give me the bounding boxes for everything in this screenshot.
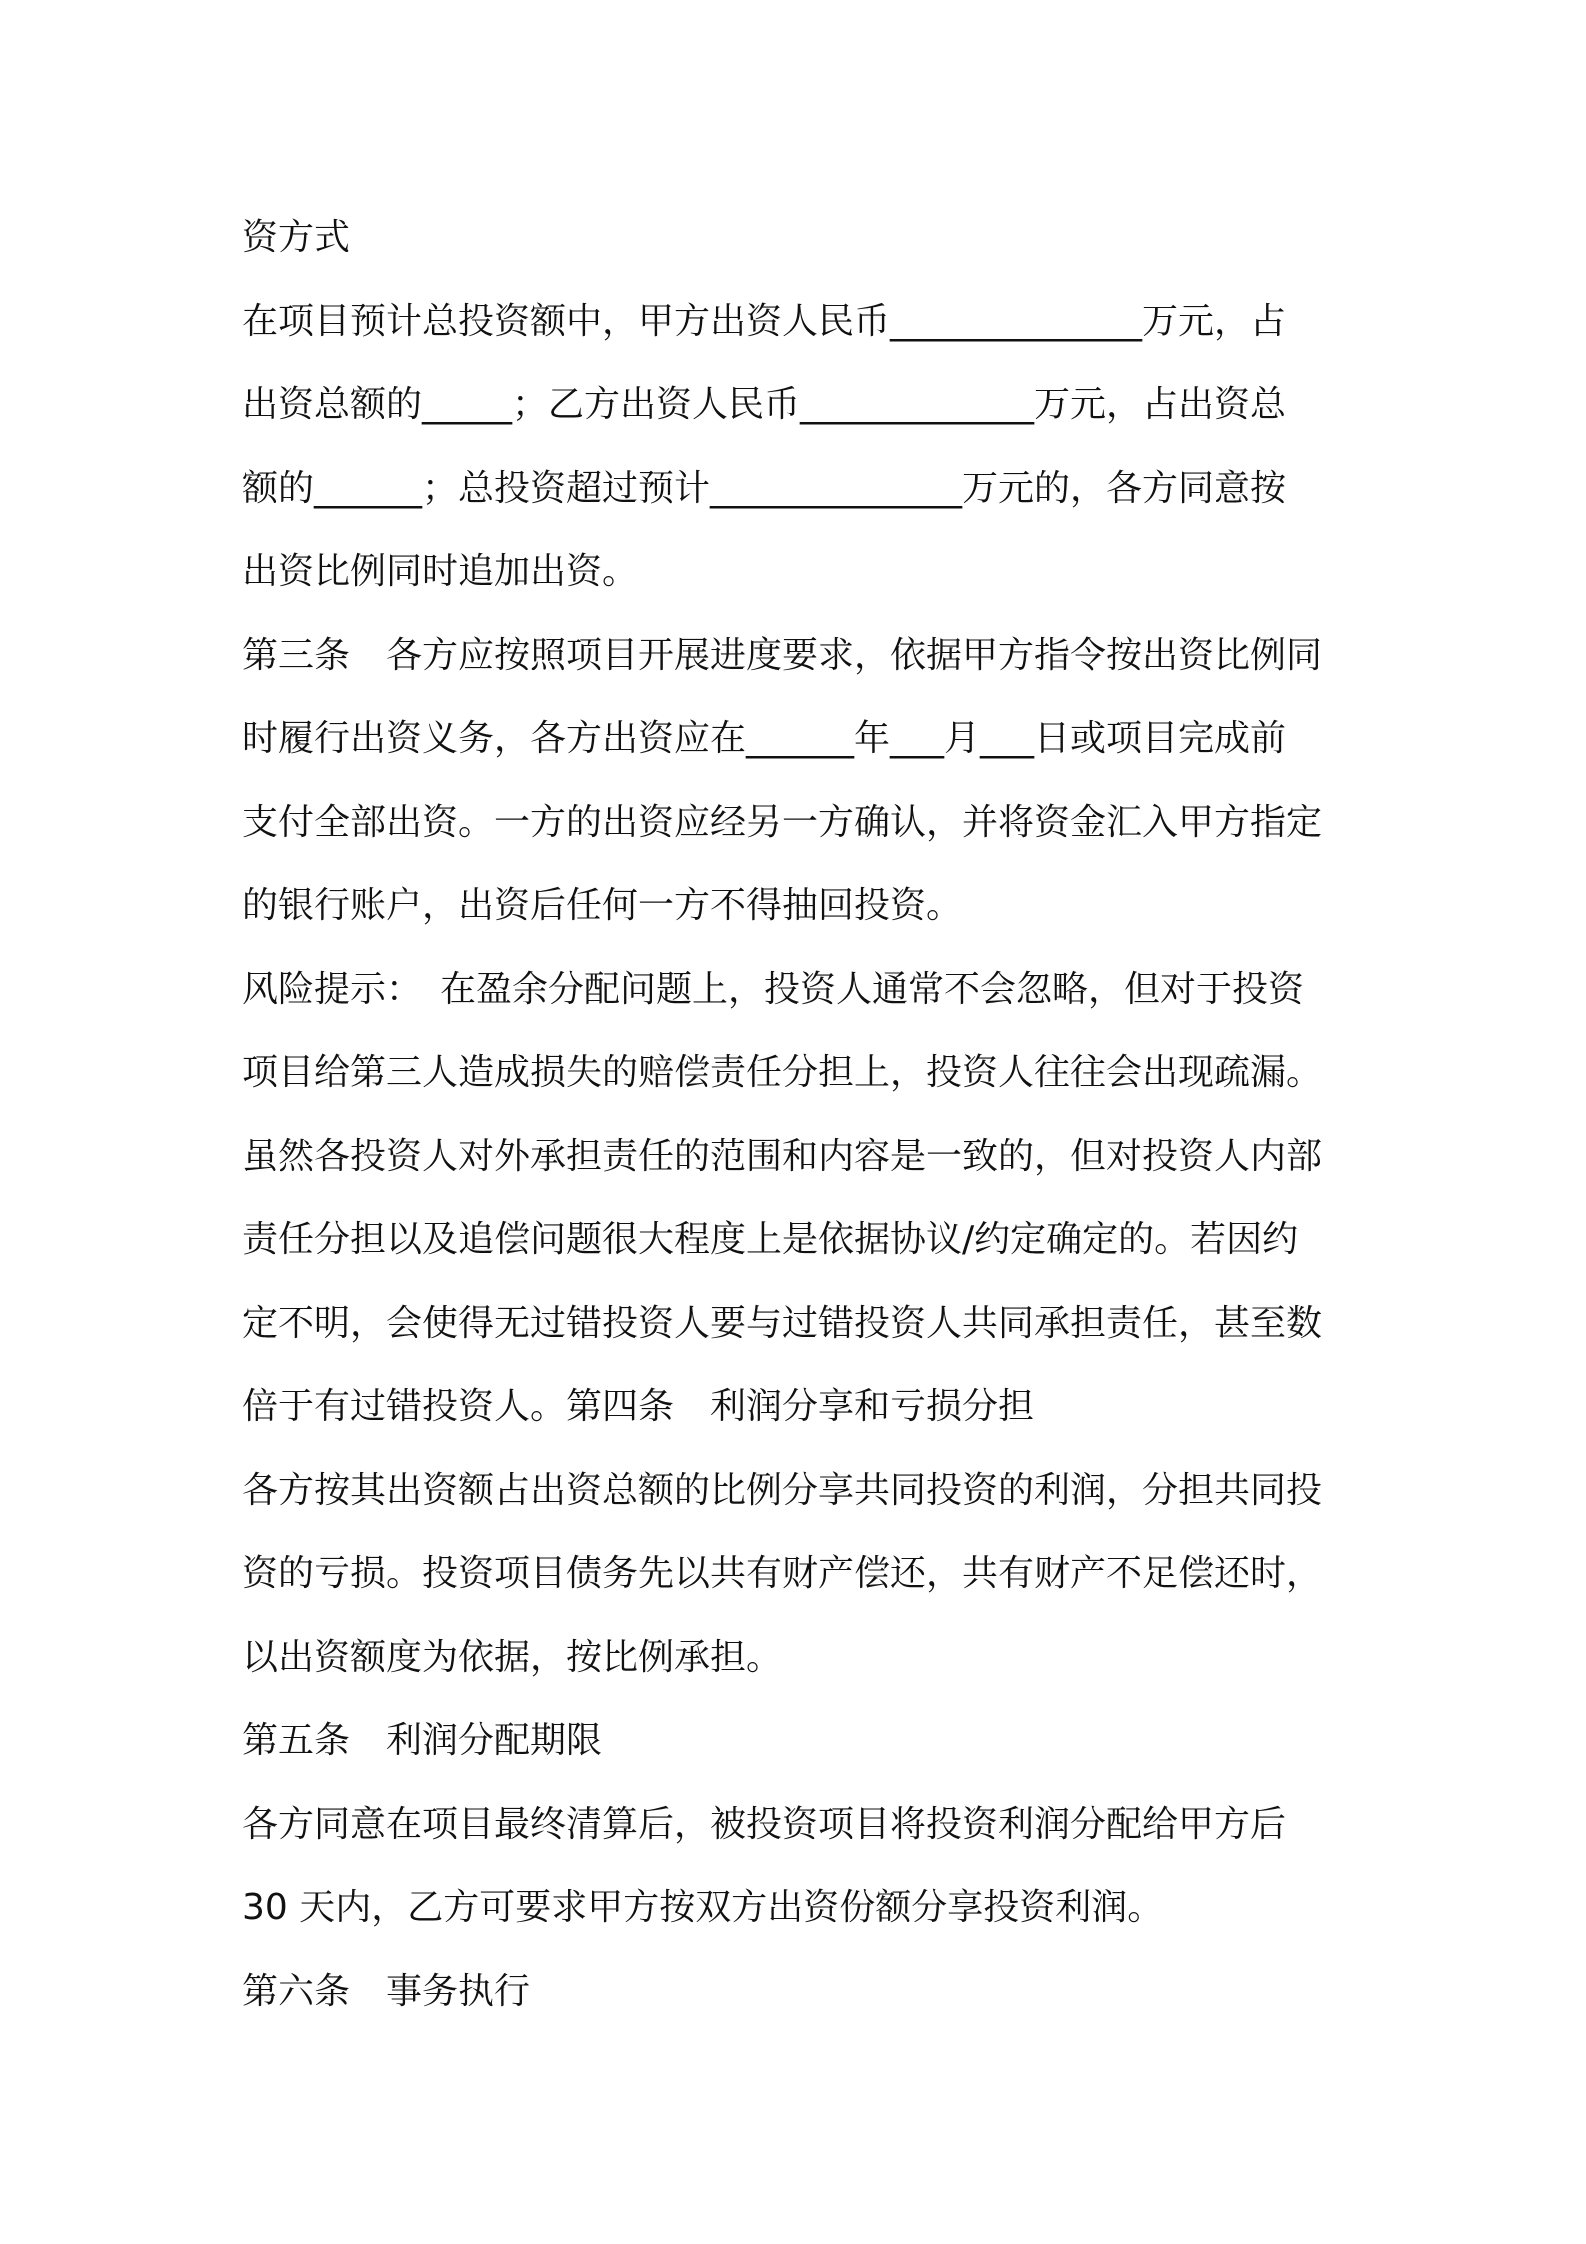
text-line: 在项目预计总投资额中，甲方出资人民币______________万元，占 xyxy=(242,300,1287,342)
text-line: 资方式 xyxy=(242,217,351,258)
text-line: 各方同意在项目最终清算后，被投资项目将投资利润分配给甲方后 xyxy=(242,1803,1287,1845)
text-line: 出资总额的_____；乙方出资人民币_____________万元，占出资总 xyxy=(242,384,1287,425)
text-line: 资的亏损。投资项目债务先以共有财产偿还，共有财产不足偿还时， xyxy=(242,1553,1323,1594)
text-line: 责任分担以及追偿问题很大程度上是依据协议/约定确定的。若因约 xyxy=(242,1219,1299,1260)
text-line: 出资比例同时追加出资。 xyxy=(242,551,639,592)
text-line: 各方按其出资额占出资总额的比例分享共同投资的利润，分担共同投 xyxy=(242,1469,1323,1511)
text-line: 支付全部出资。一方的出资应经另一方确认，并将资金汇入甲方指定 xyxy=(242,801,1323,843)
document-body xyxy=(242,196,1362,2033)
text-line: 定不明，会使得无过错投资人要与过错投资人共同承担责任，甚至数 xyxy=(242,1302,1323,1344)
text-line: 项目给第三人造成损失的赔偿责任分担上，投资人往往会出现疏漏。 xyxy=(242,1052,1323,1093)
text-line: 30 天内，乙方可要求甲方按双方出资份额分享投资利润。 xyxy=(242,1887,1164,1928)
text-line: 风险提示： 在盈余分配问题上，投资人通常不会忽略，但对于投资 xyxy=(242,968,1305,1010)
text-line: 虽然各投资人对外承担责任的范围和内容是一致的，但对投资人内部 xyxy=(242,1135,1323,1177)
text-line: 第五条 利润分配期限 xyxy=(242,1720,603,1761)
text-line: 的银行账户，出资后任何一方不得抽回投资。 xyxy=(242,885,963,926)
text-line: 额的______；总投资超过预计______________万元的，各方同意按 xyxy=(242,467,1287,509)
text-line: 第六条 事务执行 xyxy=(242,1970,531,2012)
text-line: 倍于有过错投资人。第四条 利润分享和亏损分担 xyxy=(242,1386,1035,1427)
text-line: 时履行出资义务，各方出资应在______年___月___日或项目完成前 xyxy=(242,718,1287,759)
text-line: 以出资额度为依据，按比例承担。 xyxy=(242,1636,783,1678)
text-line: 第三条 各方应按照项目开展进度要求，依据甲方指令按出资比例同 xyxy=(242,634,1323,676)
